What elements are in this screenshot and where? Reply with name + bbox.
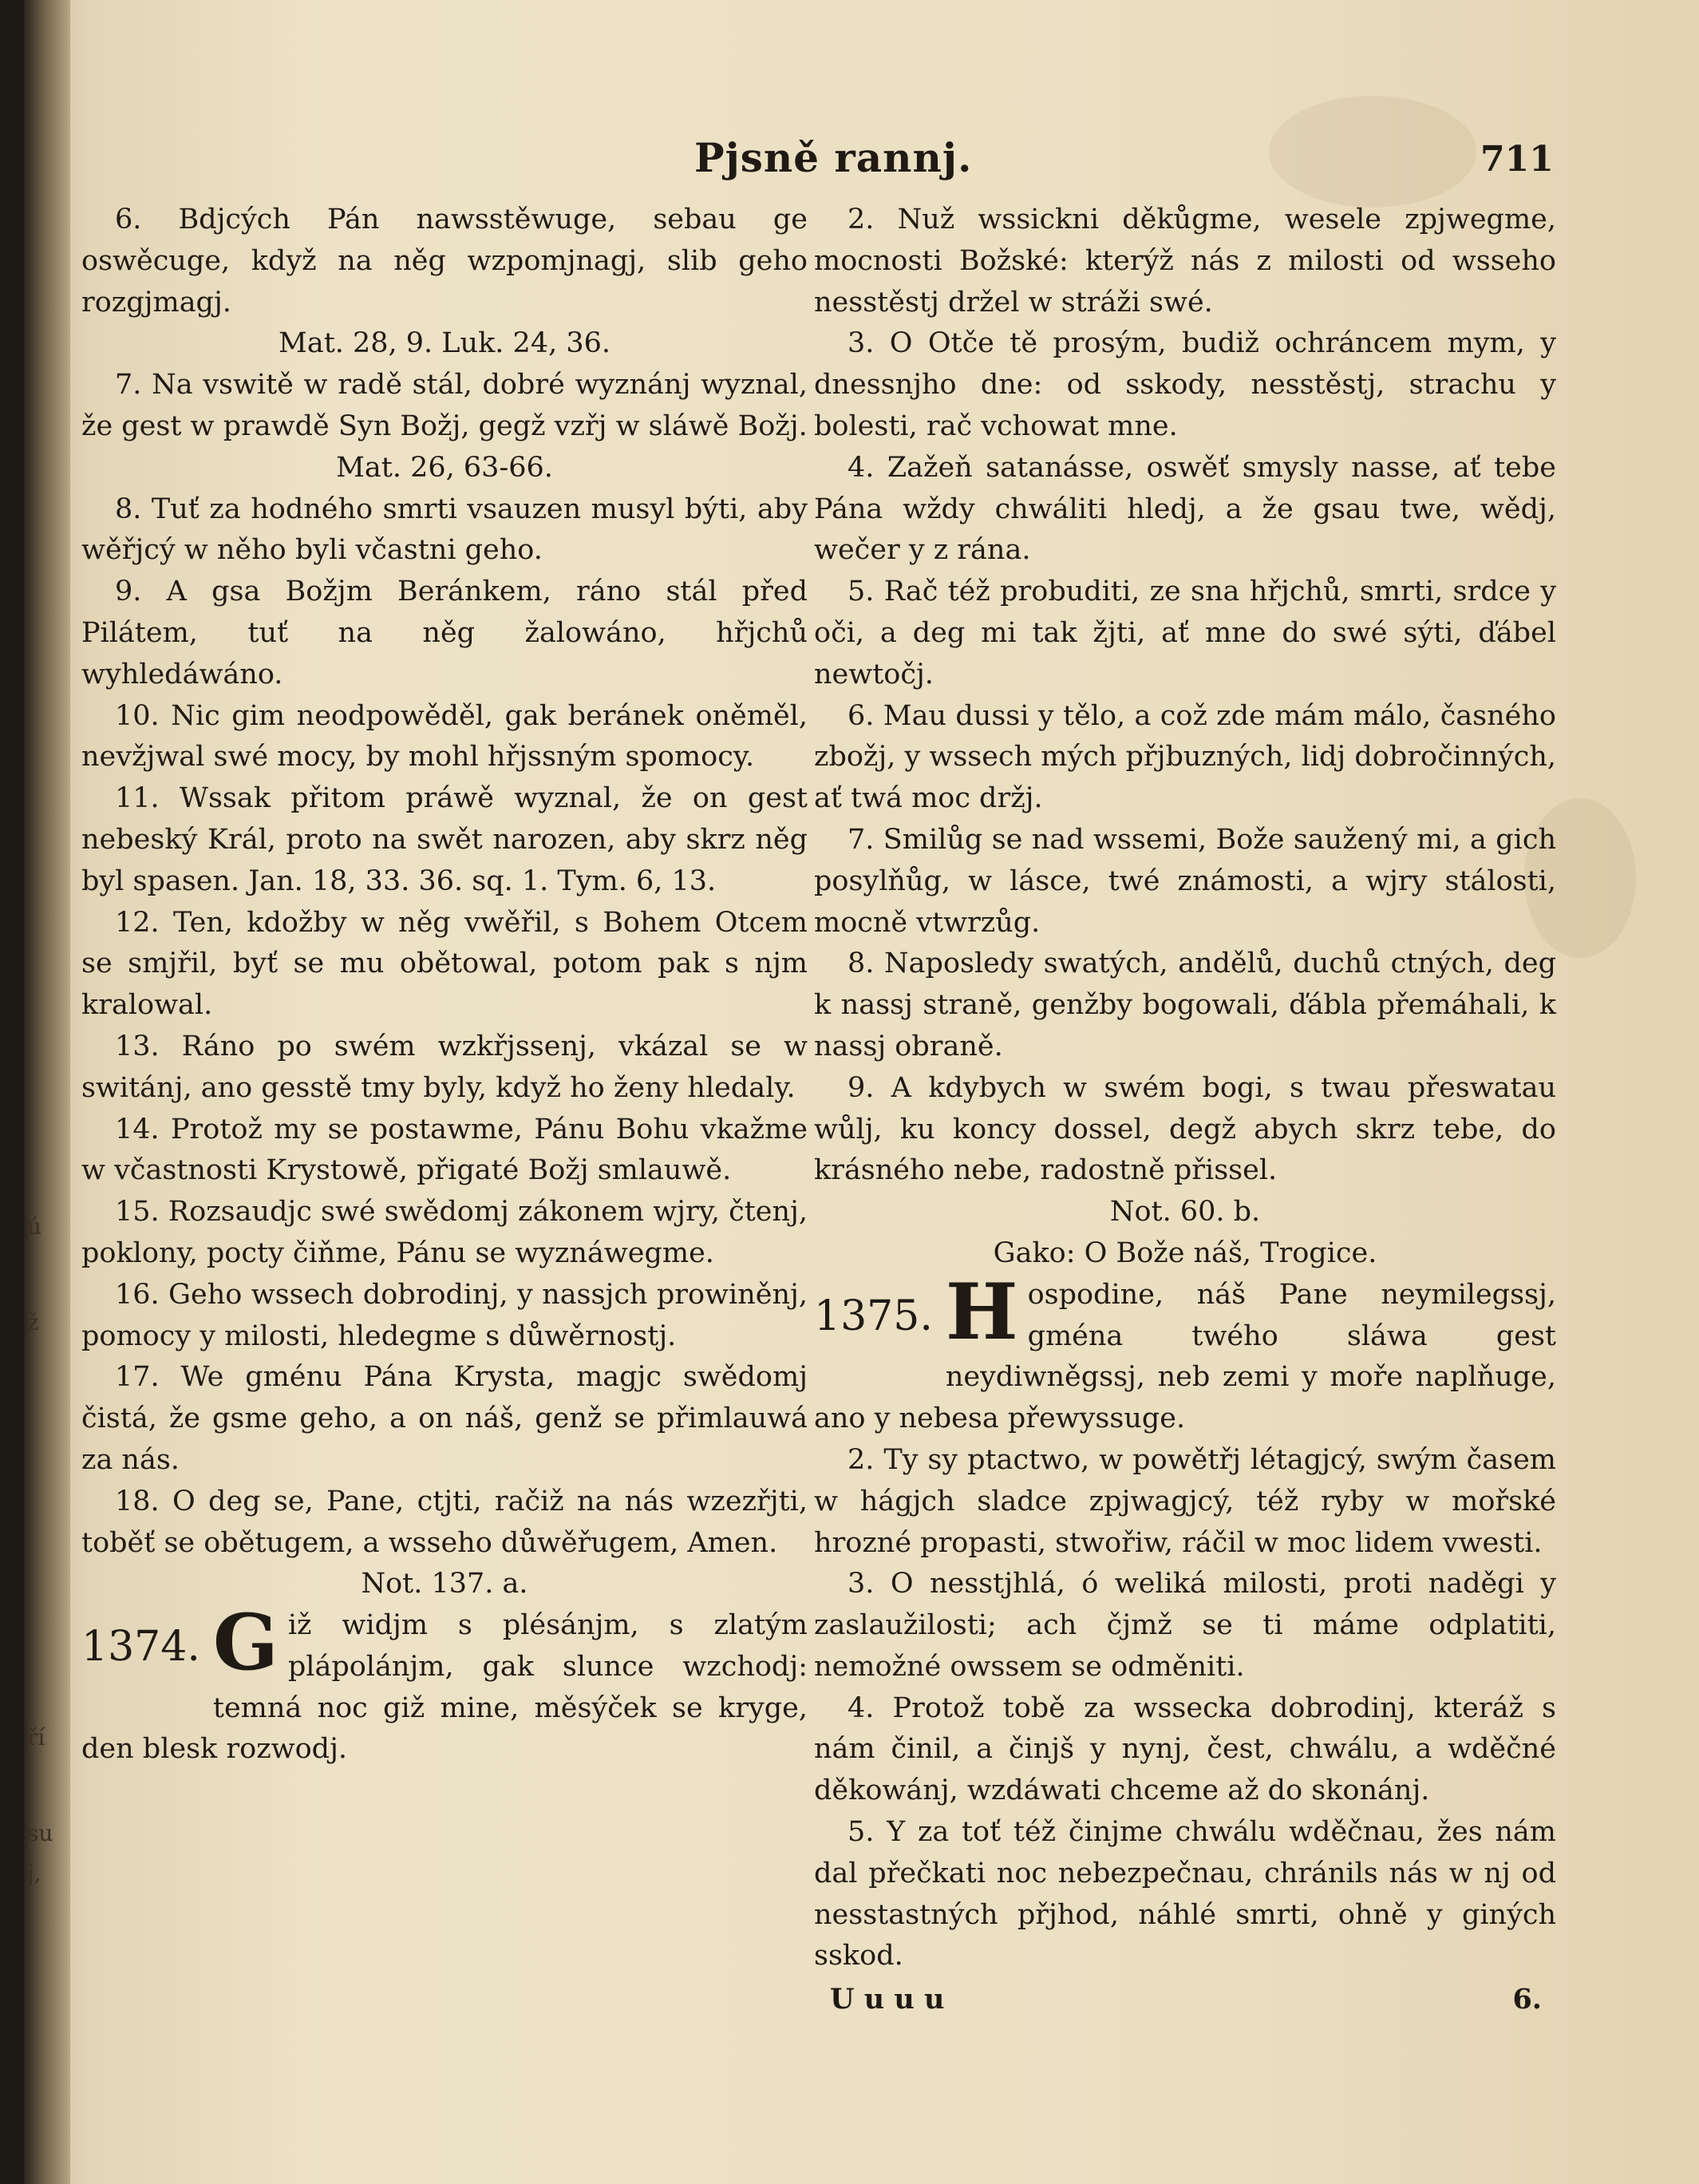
verse: 7. Na vswitě w radě stál, dobré wyznánj wyznal, že gest w prawdě Syn Božj, gegž vzřj w sláwě Božj.	[81, 369, 808, 442]
verse: 14. Protož my se postawme, Pánu Bohu vkažme w včastnosti Krystowě, přigaté Božj smlauwě.	[81, 1113, 808, 1187]
running-title: Pjsně rannj.	[694, 134, 973, 181]
previous-page-fragment: ž	[27, 1309, 39, 1335]
verse: 18. O deg se, Pane, ctjti, račiž na nás wzezřjti, toběť se obětugem, a wsseho důwěřugem, Amen.	[81, 1485, 808, 1559]
page-header	[24, 134, 1699, 182]
verse: 17. We gménu Pána Krysta, magjc swědomj čistá, že gsme geho, a on náš, genž se přimlauwá za nás.	[81, 1361, 808, 1476]
verse: 6. Mau dussi y tělo, a což zde mám málo, časného zbožj, y wssech mých přjbuzných, lidj dobročinných, ať twá moc držj.	[814, 699, 1556, 815]
verse: 3. O nesstjhlá, ó weliká milosti, proti naděgi y zaslaužilosti; ach čjmž se ti máme odplatiti, nemožné owssem se odměniti.	[814, 1568, 1556, 1683]
hymn-start	[814, 1266, 1556, 1440]
verse: 4. Protož tobě za wssecka dobrodinj, kteráž s nám činil, a činjš y nynj, čest, chwálu, a wděčné děkowánj, wzdáwati chceme až do skonánj.	[814, 1691, 1556, 1807]
previous-page-fragment: ří	[27, 1724, 45, 1751]
previous-page-fragment: su	[27, 1820, 53, 1846]
hymn-text: ospodine, náš Pane neymilegssj, gména twého sláwa gest neydiwněgssj, neb zemi y moře naplňuge, ano y nebesa přewyssuge.	[814, 1278, 1556, 1435]
hymn-number: 1375.	[814, 1292, 933, 1340]
verse: 7. Smilůg se nad wssemi, Bože saužený mi, a gich posylňůg, w lásce, twé známosti, a wjry stálosti, mocně vtwrzůg.	[814, 823, 1556, 939]
right-text-column	[814, 200, 1556, 2020]
verse: 9. A gsa Božjm Beránkem, ráno stál před Pilátem, tuť na něg žalowáno, hřjchů wyhledáwáno.	[81, 576, 808, 690]
previous-page-fragment: ú	[27, 1213, 42, 1240]
page-number: 711	[1480, 139, 1554, 180]
verse: 8. Naposledy swatých, andělů, duchů ctných, deg k nassj straně, genžby bogowali, ďábla přemáhali, k nassj obraně.	[814, 948, 1556, 1062]
scripture-reference: Mat. 26, 63-66.	[336, 451, 553, 484]
book-gutter	[24, 0, 70, 2184]
verse: 9. A kdybych w swém bogi, s twau přeswatau wůlj, ku koncy dossel, degž abych skrz tebe, do krásného nebe, radostně přissel.	[814, 1071, 1556, 1187]
hymn-start	[81, 1597, 808, 1771]
verse: 10. Nic gim neodpowěděl, gak beránek oněměl, nevžjwal swé mocy, by mohl hřjssným spomocy.	[81, 699, 808, 774]
hymn-number: 1374.	[81, 1623, 200, 1672]
verse: 2. Ty sy ptactwo, w powětřj létagjcý, swým časem w hágjch sladce zpjwagjcý, též ryby w mořské hrozné propasti, stwořiw, ráčil w moc lidem vwesti.	[814, 1443, 1556, 1559]
scripture-reference: Not. 137. a.	[361, 1568, 528, 1600]
drop-cap-initial: H	[945, 1266, 1018, 1357]
signature-mark: U u u u	[830, 1983, 945, 2016]
verse: 4. Zažeň satanásse, oswěť smysly nasse, ať tebe Pána wždy chwáliti hledj, a že gsau twe, wědj, wečer y z rána.	[814, 451, 1556, 567]
left-text-column	[81, 200, 808, 1771]
hymn-text: iž widjm s plésánjm, s zlatým plápolánjm, gak slunce wzchodj: temná noc giž mine, měsýček se kryge, den blesk rozwodj.	[81, 1609, 808, 1766]
verse: 2. Nuž wssickni děkůgme, wesele zpjwegme, mocnosti Božské: kterýž nás z milosti od wsseho nesstěstj držel w stráži swé.	[814, 204, 1556, 318]
book-page	[24, 0, 1699, 2184]
scripture-reference: Gako: O Bože náš, Trogice.	[993, 1236, 1377, 1269]
verse: 5. Rač též probuditi, ze sna hřjchů, smrti, srdce y oči, a deg mi tak žjti, ať mne do swé sýti, ďábel newtočj.	[814, 576, 1556, 690]
drop-cap-initial: G	[212, 1597, 279, 1688]
previous-page-fragment: j,	[27, 1860, 41, 1886]
verse: 15. Rozsaudjc swé swědomj zákonem wjry, čtenj, poklony, pocty čiňme, Pánu se wyznáwegme.	[81, 1196, 808, 1269]
verse: 5. Y za toť též činjme chwálu wděčnau, žes nám dal přečkati noc nebezpečnau, chránils nás w nj od nesstastných přjhod, náhlé smrti, ohně y giných sskod.	[814, 1816, 1556, 1972]
catchword: 6.	[1512, 1983, 1542, 2016]
verse: 11. Wssak přitom práwě wyznal, že on gest nebeský Král, proto na swět narozen, aby skrz něg byl spasen. Jan. 18, 33. 36. sq. 1. Tym. 6, 13.	[81, 782, 808, 897]
page-footer	[814, 1979, 1556, 2020]
scripture-reference: Not. 60. b.	[1109, 1196, 1261, 1228]
scripture-reference: Mat. 28, 9. Luk. 24, 36.	[278, 327, 611, 360]
verse: 8. Tuť za hodného smrti vsauzen musyl býti, aby wěřjcý w něho byli včastni geho.	[81, 493, 808, 567]
verse: 6. Bdjcých Pán nawsstěwuge, sebau ge oswěcuge, když na něg wzpomjnagj, slib geho rozgjmagj.	[81, 204, 808, 318]
verse: 3. O Otče tě prosým, budiž ochráncem mym, y dnessnjho dne: od sskody, nesstěstj, strachu y bolesti, rač vchowat mne.	[814, 327, 1556, 442]
verse: 12. Ten, kdožby w něg vwěřil, s Bohem Otcem se smjřil, byť se mu obětowal, potom pak s njm kralowal.	[81, 906, 808, 1022]
verse: 13. Ráno po swém wzkřjssenj, vkázal se w switánj, ano gesstě tmy byly, když ho ženy hledaly.	[81, 1030, 808, 1104]
verse: 16. Geho wssech dobrodinj, y nassjch prowiněnj, pomocy y milosti, hledegme s důwěrnostj.	[81, 1278, 808, 1352]
